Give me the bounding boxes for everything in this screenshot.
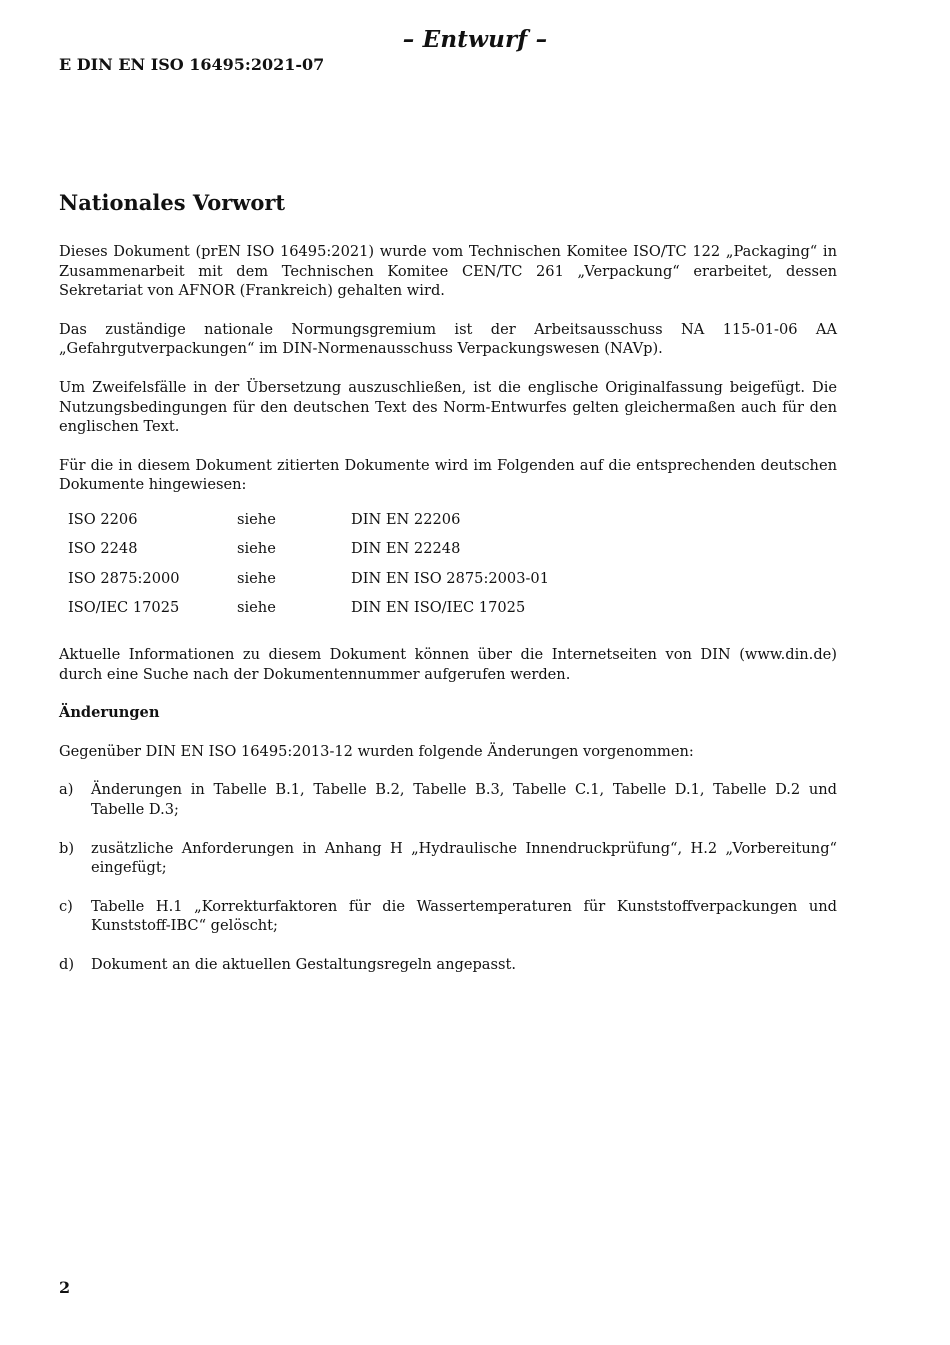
reference-din: DIN EN ISO 2875:2003-01 bbox=[351, 569, 549, 587]
list-item-label: b) bbox=[59, 839, 75, 857]
list-item-label: c) bbox=[59, 897, 73, 915]
list-item bbox=[59, 839, 837, 878]
reference-see: siehe bbox=[237, 569, 276, 587]
paragraph-references-intro: Für die in diesem Dokument zitierten Dokumente wird im Folgenden auf die entsprechenden deutschen Dokumente hingewiesen: bbox=[59, 456, 837, 494]
reference-see: siehe bbox=[237, 599, 276, 617]
paragraph-info: Aktuelle Informationen zu diesem Dokument können über die Internetseiten von DIN (www.din.de) durch eine Suche nach der Dokumentennummer aufgerufen werden. bbox=[59, 645, 837, 683]
main-content bbox=[59, 188, 837, 993]
section-heading: Nationales Vorwort bbox=[59, 190, 286, 215]
reference-see: siehe bbox=[237, 540, 276, 558]
paragraph-translation: Um Zweifelsfälle in der Übersetzung auszuschließen, ist die englische Originalfassung beigefügt. Die Nutzungsbedingungen für den deutschen Text des Norm-Entwurfes gelten gleichermaßen auch für den englischen Text. bbox=[59, 378, 837, 436]
list-item-text: zusätzliche Anforderungen in Anhang H „Hydraulische Innendruckprüfung“, H.2 „Vorbereitung“ eingefügt; bbox=[91, 839, 837, 877]
table-row bbox=[68, 593, 549, 623]
reference-iso: ISO 2248 bbox=[68, 540, 138, 558]
list-item bbox=[59, 780, 837, 819]
table-row bbox=[68, 534, 549, 564]
list-item bbox=[59, 897, 837, 936]
document-id: E DIN EN ISO 16495:2021-07 bbox=[59, 55, 325, 74]
draft-title: – Entwurf – bbox=[402, 26, 548, 53]
paragraph-committee: Dieses Dokument (prEN ISO 16495:2021) wurde vom Technischen Komitee ISO/TC 122 „Packaging“ in Zusammenarbeit mit dem Technischen Komitee CEN/TC 261 „Verpackung“ erarbeitet, dessen Sekretariat von AFNOR (Frankreich) gehalten wird. bbox=[59, 243, 837, 300]
list-item-text: Dokument an die aktuellen Gestaltungsregeln angepasst. bbox=[91, 955, 516, 973]
list-item bbox=[59, 955, 837, 975]
list-item-text: Tabelle H.1 „Korrekturfaktoren für die Wassertemperaturen für Kunststoffverpackungen und Kunststoff-IBC“ gelöscht; bbox=[91, 897, 837, 935]
reference-din: DIN EN 22206 bbox=[351, 510, 461, 528]
reference-iso: ISO 2875:2000 bbox=[68, 569, 180, 587]
paragraph-national-body: Das zuständige nationale Normungsgremium ist der Arbeitsausschuss NA 115-01-06 AA „Gefahrgutverpackungen“ im DIN-Normenausschuss Verpackungswesen (NAVp). bbox=[59, 320, 837, 358]
changes-heading: Änderungen bbox=[59, 704, 160, 722]
reference-iso: ISO 2206 bbox=[68, 510, 138, 528]
reference-din: DIN EN 22248 bbox=[351, 540, 461, 558]
list-item-text: Änderungen in Tabelle B.1, Tabelle B.2, Tabelle B.3, Tabelle C.1, Tabelle D.1, Tabelle D.2 und Tabelle D.3; bbox=[91, 781, 837, 818]
list-item-label: d) bbox=[59, 955, 75, 973]
reference-din: DIN EN ISO/IEC 17025 bbox=[351, 599, 526, 617]
references-table bbox=[68, 505, 549, 623]
page-number: 2 bbox=[59, 1278, 71, 1297]
table-row bbox=[68, 505, 549, 535]
reference-iso: ISO/IEC 17025 bbox=[68, 599, 180, 617]
table-row bbox=[68, 564, 549, 594]
list-item-label: a) bbox=[59, 781, 74, 799]
reference-see: siehe bbox=[237, 510, 276, 528]
changes-intro: Gegenüber DIN EN ISO 16495:2013-12 wurden folgende Änderungen vorgenommen: bbox=[59, 742, 694, 760]
